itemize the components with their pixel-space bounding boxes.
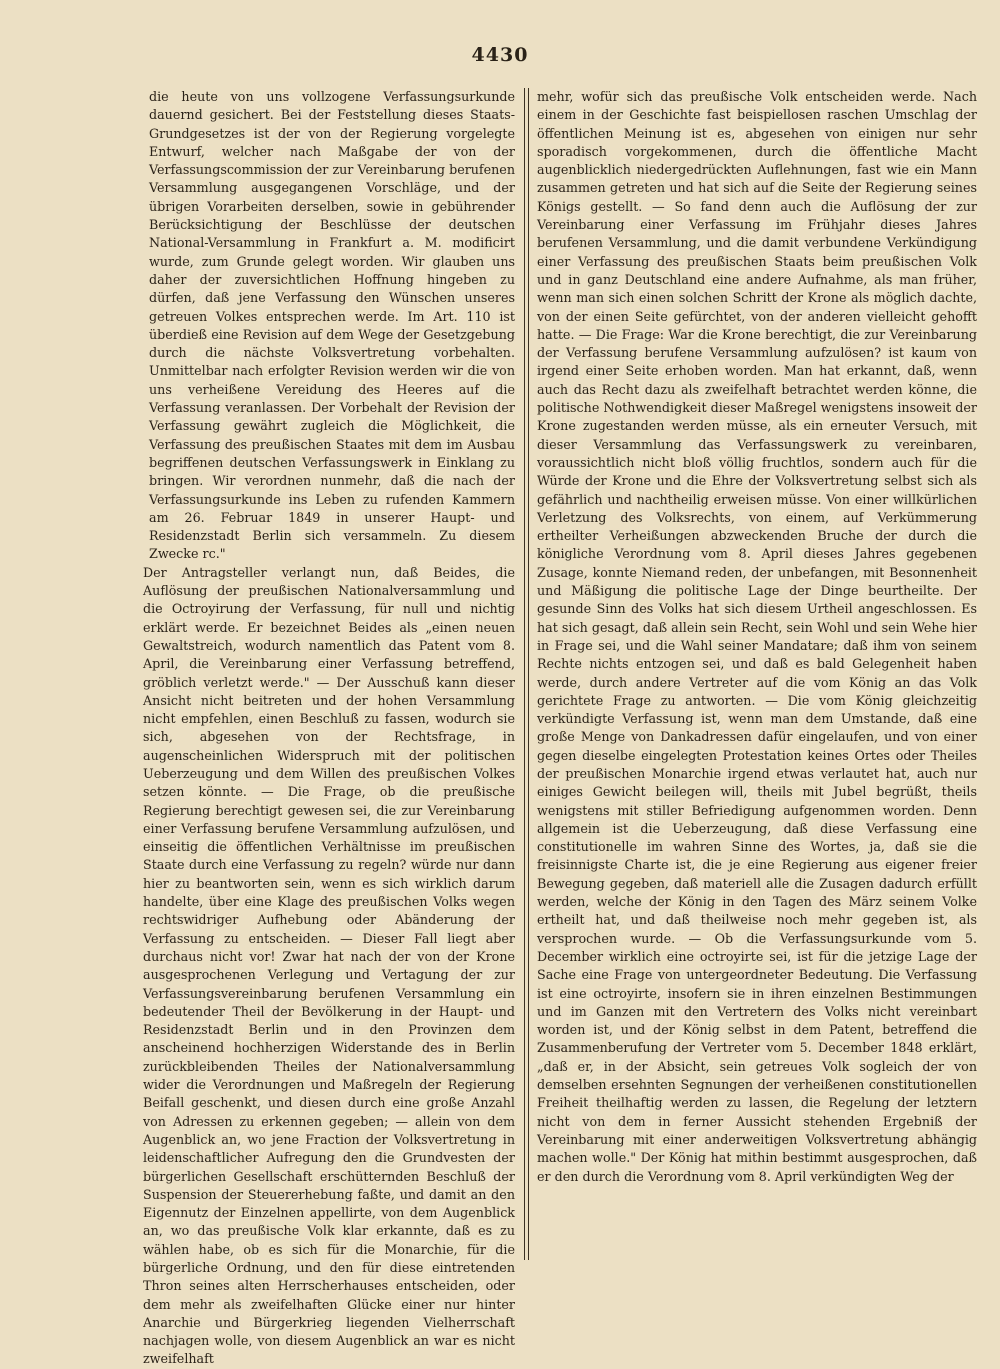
column-divider <box>524 88 529 1260</box>
quoted-patent-text: die heute von uns vollzogene Verfassungsurkunde dauernd gesichert. Bei der Feststellung dieses Staats-Grundgesetzes ist der von der Regierung vorgelegte Entwurf, welcher nach Maßgabe der von der Verfassungscommission der zur Vereinbarung berufenen Versammlung ausgegangenen Vorschläge, und der übrigen Vorarbeiten derselben, sowie in gebührender Berücksichtigung der Beschlüsse der deutschen National-Versammlung in Frankfurt a. M. modificirt wurde, zum Grunde gelegt worden. Wir glauben uns daher der zuversichtlichen Hoffnung hingeben zu dürfen, daß jene Verfassung den Wünschen unseres getreuen Volkes entsprechen werde. Im Art. 110 ist überdieß eine Revision auf dem Wege der Gesetzgebung durch die nächste Volksvertretung vorbehalten. Unmittelbar nach erfolgter Revision werden wir die von uns verheißene Vereidung des Heeres auf die Verfassung veranlassen. Der Vorbehalt der Revision der Verfassung gewährt zugleich die Möglichkeit, die Verfassung des preußischen Staates mit dem im Ausbau begriffenen deutschen Verfassungswerk in Einklang zu bringen. Wir verordnen nunmehr, daß die nach der Verfassungsurkunde ins Leben zu rufenden Kammern am 26. Februar 1849 in unserer Haupt- und Residenzstadt Berlin sich versammeln. Zu diesem Zwecke rc." <box>149 89 515 562</box>
page-number: 4430 <box>471 44 529 66</box>
right-column <box>537 88 977 1258</box>
left-column <box>143 88 515 1367</box>
committee-report-paragraph: Der Antragsteller verlangt nun, daß Beides, die Auflösung der preußischen Nationalversammlung und die Octroyirung der Verfassung, für null und nichtig erklärt werde. Er bezeichnet Beides als „einen neuen Gewaltstreich, wodurch namentlich das Patent vom 8. April, die Vereinbarung einer Verfassung betreffend, gröblich verletzt werde." — Der Ausschuß kann dieser Ansicht nicht beitreten und der hohen Versammlung nicht empfehlen, einen Beschluß zu fassen, wodurch sie sich, abgesehen von der Rechtsfrage, in augenscheinlichen Widerspruch mit der politischen Ueberzeugung und dem Willen des preußischen Volkes setzen könnte. — Die Frage, ob die preußische Regierung berechtigt gewesen sei, die zur Vereinbarung einer Verfassung berufene Versammlung aufzulösen, und einseitig die öffentlichen Verhältnisse im preußischen Staate durch eine Verfassung zu regeln? würde nur dann hier zu beantworten sein, wenn es sich wirklich darum handelte, über eine Klage des preußischen Volks wegen rechtswidriger Aufhebung oder Abänderung der Verfassung zu entscheiden. — Dieser Fall liegt aber durchaus nicht vor! Zwar hat nach der von der Krone ausgesprochenen Verlegung und Vertagung der zur Verfassungsvereinbarung berufenen Versammlung ein bedeutender Theil der Bevölkerung in der Haupt- und Residenzstadt Berlin und in den Provinzen dem anscheinend hochherzigen Widerstande des in Berlin zurückbleibenden Theiles der Nationalversammlung wider die Verordnungen und Maßregeln der Regierung Beifall geschenkt, und diesen durch eine große Anzahl von Adressen zu erkennen gegeben; — allein von dem Augenblick an, wo jene Fraction der Volksvertretung in leidenschaftlicher Aufregung den die Grundvesten der bürgerlichen Gesellschaft erschütternden Beschluß der Suspension der Steuererhebung faßte, und damit an den Eigennutz der Einzelnen appellirte, von dem Augenblick an, wo das preußische Volk klar erkannte, daß es zu wählen habe, ob es sich für die Monarchie, für die bürgerliche Ordnung, und den für diese eintretenden Thron seines alten Herrscherhauses entscheiden, oder dem mehr als zweifelhaften Glücke einer nur hinter Anarchie und Bürgerkrieg liegenden Vielherrschaft nachjagen wolle, von diesem Augenblick an war es nicht zweifelhaft <box>143 564 515 1367</box>
continued-report-paragraph: mehr, wofür sich das preußische Volk entscheiden werde. Nach einem in der Geschichte fast beispiellosen raschen Umschlag der öffentlichen Meinung ist es, abgesehen von einigen nur sehr sporadisch vorgekommenen, durch die öffentliche Macht augenblicklich niedergedrückten Auflehnungen, fast wie ein Mann zusammen getreten und hat sich auf die Seite der Regierung seines Königs gestellt. — So fand denn auch die Auflösung der zur Vereinbarung einer Verfassung im Frühjahr dieses Jahres berufenen Versammlung, und die damit verbundene Verkündigung einer Verfassung des preußischen Staats beim preußischen Volk und in ganz Deutschland eine andere Aufnahme, als man früher, wenn man sich einen solchen Schritt der Krone als möglich dachte, von der einen Seite gefürchtet, von der anderen vielleicht gehofft hatte. — Die Frage: War die Krone berechtigt, die zur Vereinbarung der Verfassung berufene Versammlung aufzulösen? ist kaum von irgend einer Seite erhoben worden. Man hat erkannt, daß, wenn auch das Recht dazu als zweifelhaft betrachtet werden könne, die politische Nothwendigkeit dieser Maßregel wenigstens insoweit der Krone zugestanden werden müsse, als ein erneuter Versuch, mit dieser Versammlung das Verfassungswerk zu vereinbaren, voraussichtlich nicht bloß völlig fruchtlos, sondern auch für die Würde der Krone und die Ehre der Volksvertretung selbst sich als gefährlich und nachtheilig erweisen müsse. Von einer willkürlichen Verletzung des Volksrechts, von einem, auf Verkümmerung ertheilter Verheißungen abzweckenden Bruche der durch die königliche Verordnung vom 8. April dieses Jahres gegebenen Zusage, konnte Niemand reden, der unbefangen, mit Besonnenheit und Mäßigung die politische Lage der Dinge beurtheilte. Der gesunde Sinn des Volks hat sich diesem Urtheil angeschlossen. Es hat sich gesagt, daß allein sein Recht, sein Wohl und sein Wehe hier in Frage sei, und die Wahl seiner Mandatare; daß ihm von seinem Rechte nichts entzogen sei, und daß es bald Gelegenheit haben werde, durch andere Vertreter auf die vom König an das Volk gerichtete Frage zu antworten. — Die vom König gleichzeitig verkündigte Verfassung ist, wenn man dem Umstande, daß eine große Menge von Dankadressen dafür eingelaufen, und von einer gegen dieselbe eingelegten Protestation keines Ortes oder Theiles der preußischen Monarchie irgend etwas verlautet hat, auch nur einiges Gewicht beilegen will, theils mit Jubel begrüßt, theils wenigstens mit stiller Befriedigung aufgenommen worden. Denn allgemein ist die Ueberzeugung, daß diese Verfassung eine constitutionelle im wahren Sinne des Wortes, ja, daß sie die freisinnigste Charte ist, die je eine Regierung aus eigener freier Bewegung gegeben, daß materiell alle die Zusagen dadurch erfüllt werden, welche der König in den Tagen des März seinem Volke ertheilt hat, und daß theilweise noch mehr gegeben ist, als versprochen wurde. — Ob die Verfassungsurkunde vom 5. December wirklich eine octroyirte sei, ist für die jetzige Lage der Sache eine Frage von untergeordneter Bedeutung. Die Verfassung ist eine octroyirte, insofern sie in ihren einzelnen Bestimmungen und im Ganzen mit den Vertretern des Volks nicht vereinbart worden ist, und der König selbst in dem Patent, betreffend die Zusammenberufung der Vertreter vom 5. December 1848 erklärt, „daß er, in der Absicht, sein getreues Volk sogleich der von demselben ersehnten Segnungen der verheißenen constitutionellen Freiheit theilhaftig werden zu lassen, die Regelung der letztern nicht von dem in ferner Aussicht stehenden Ergebniß der Vereinbarung mit einer anderweitigen Volksvertretung abhängig machen wolle." Der König hat mithin bestimmt ausgesprochen, daß er den durch die Verordnung vom 8. April verkündigten Weg der <box>537 89 977 1184</box>
